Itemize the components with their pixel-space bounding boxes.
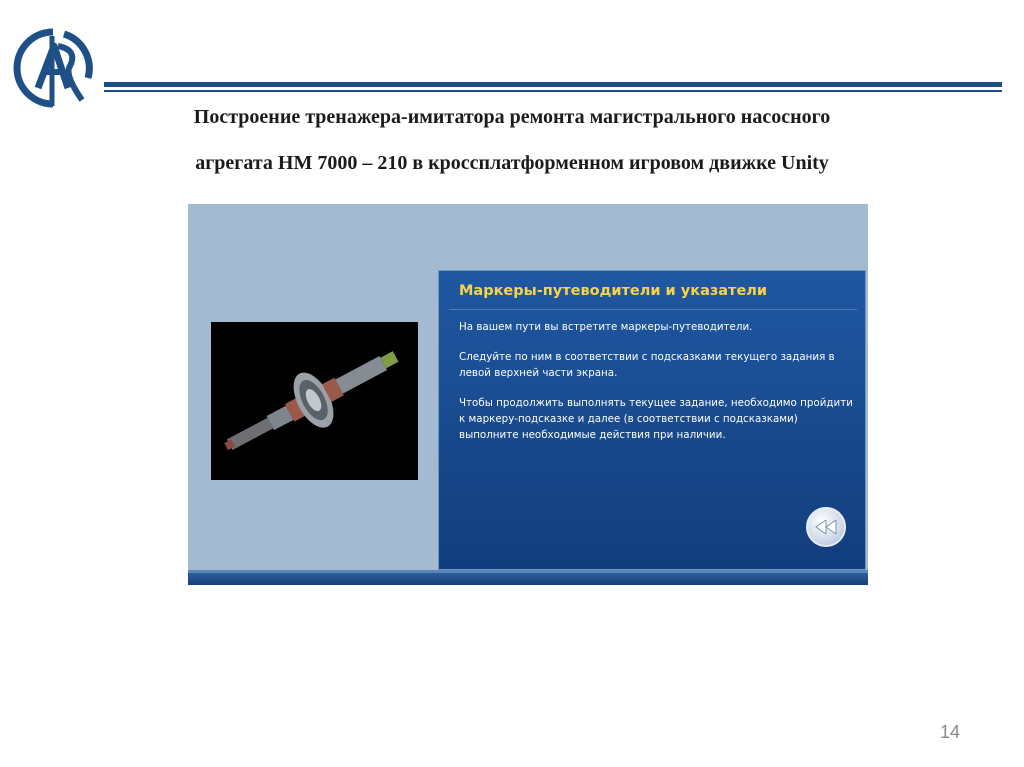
panel-paragraph-2: Следуйте по ним в соответствии с подсказками текущего задания в левой верхней части экрана. xyxy=(459,351,835,379)
back-button[interactable] xyxy=(806,507,846,547)
info-panel xyxy=(438,270,866,570)
header-rule-thick xyxy=(104,82,1002,87)
slide-title-line2: агрегата НМ 7000 – 210 в кроссплатформенном игровом движке Unity xyxy=(195,152,829,174)
panel-heading: Маркеры-путеводители и указатели xyxy=(459,283,768,299)
panel-paragraph-1: На вашем пути вы встретите маркеры-путеводители. xyxy=(459,321,753,333)
pump-shaft-model-icon xyxy=(211,322,418,480)
screen-bottom-bar xyxy=(188,573,868,585)
slide-title xyxy=(60,94,964,186)
pump-model-viewport xyxy=(211,322,418,480)
panel-paragraph-3: Чтобы продолжить выполнять текущее задание, необходимо пройдити к маркеру-подсказке и далее (в соответствии с подсказками) выполните необходимые действия при наличии. xyxy=(459,397,853,441)
simulator-screenshot xyxy=(188,204,868,585)
panel-divider xyxy=(449,309,857,310)
rewind-icon xyxy=(815,520,837,534)
page-number: 14 xyxy=(939,722,961,742)
slide-title-line1: Построение тренажера-имитатора ремонта магистрального насосного xyxy=(193,106,831,128)
header-rule-thin xyxy=(104,90,1002,92)
